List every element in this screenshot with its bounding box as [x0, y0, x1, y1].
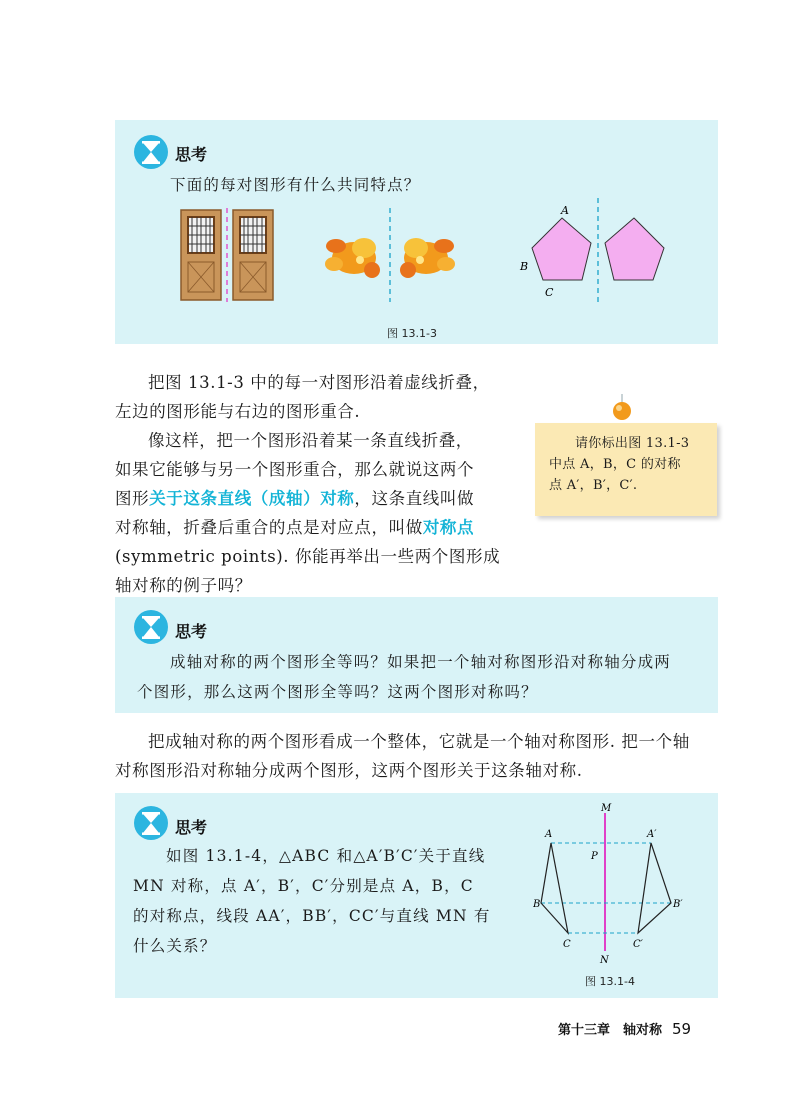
pentagon-left [532, 218, 591, 280]
think-icon [133, 609, 169, 645]
label-a-prime: A′ [647, 829, 657, 840]
triangle-reflection-figure [533, 801, 708, 966]
think-box-1 [115, 120, 718, 344]
figure-caption: 图 13.1-4 [585, 975, 635, 988]
label-m: M [601, 803, 612, 814]
box3-question: 如图 13.1-4，△ABC 和△A′B′C′关于直线 MN 对称，点 A′，B′，C′分别是点 A，B，C 的对称点，线段 AA′，BB′，CC′与直线 MN 有 什么关系？ [133, 847, 491, 955]
think-box-3 [115, 793, 718, 998]
think-box-2 [115, 597, 718, 713]
think-icon [133, 134, 169, 170]
box1-question: 下面的每对图形有什么共同特点？ [170, 176, 421, 194]
note-line-3: 点 A′，B′，C′. [549, 478, 638, 493]
label-n: N [600, 955, 609, 966]
label-b: B [533, 899, 541, 910]
term-symmetric-point: 对称点 [422, 518, 475, 537]
page-footer [558, 1019, 691, 1038]
label-a: A [545, 829, 553, 840]
goldfish-pair-figure [318, 208, 463, 302]
pentagon-right [605, 218, 664, 280]
think-label: 思考 [175, 818, 208, 837]
think-label: 思考 [175, 622, 208, 641]
goldfish-right-icon [400, 238, 455, 278]
triangle-abc [541, 843, 568, 933]
term-axis-symmetry: 关于这条直线（成轴）对称 [149, 489, 355, 508]
label-b-prime: B′ [673, 899, 683, 910]
note-line-1: 请你标出图 13.1-3 [575, 436, 690, 451]
goldfish-left-icon [325, 238, 380, 278]
door-right-icon [233, 210, 273, 300]
pentagon-pair-figure [505, 198, 690, 304]
label-p: P [591, 851, 598, 862]
note-line-2: 中点 A，B，C 的对称 [549, 457, 681, 472]
figure-caption: 图 13.1-3 [387, 327, 437, 340]
label-a: A [561, 204, 569, 217]
chapter-title: 第十三章 轴对称 [558, 1023, 663, 1038]
think-icon [133, 805, 169, 841]
paragraph-2: 把成轴对称的两个图形看成一个整体，它就是一个轴对称图形. 把一个轴 对称图形沿对称轴分成两个图形，这两个图形关于这条轴对称. [115, 732, 690, 780]
door-left-icon [181, 210, 221, 300]
label-c: C [545, 286, 554, 299]
think-label: 思考 [175, 145, 208, 164]
sticky-note [535, 423, 717, 516]
door-pair-figure [179, 208, 275, 302]
box2-question: 成轴对称的两个图形全等吗？如果把一个轴对称图形沿对称轴分成两 个图形，那么这两个图形全等吗？这两个图形对称吗？ [137, 653, 672, 701]
pushpin-icon [609, 392, 635, 422]
page-number: 59 [672, 1020, 692, 1038]
paragraph-1: 把图 13.1-3 中的每一对图形沿着虚线折叠， 左边的图形能与右边的图形重合. 像这样，把一个图形沿着某一条直线折叠， 如果它能够与另一个图形重合，那么就说这两个 图形关于这条直线（成轴）对称，这条直线叫做 对称轴，折叠后重合的点是对应点，叫做对称点 (symmetric points). 你能再举出一些两个图形成 轴对称的例子吗？ [115, 373, 501, 595]
label-b: B [520, 260, 529, 273]
label-c: C [563, 939, 571, 950]
triangle-abc-prime [638, 843, 671, 933]
label-c-prime: C′ [633, 939, 643, 950]
